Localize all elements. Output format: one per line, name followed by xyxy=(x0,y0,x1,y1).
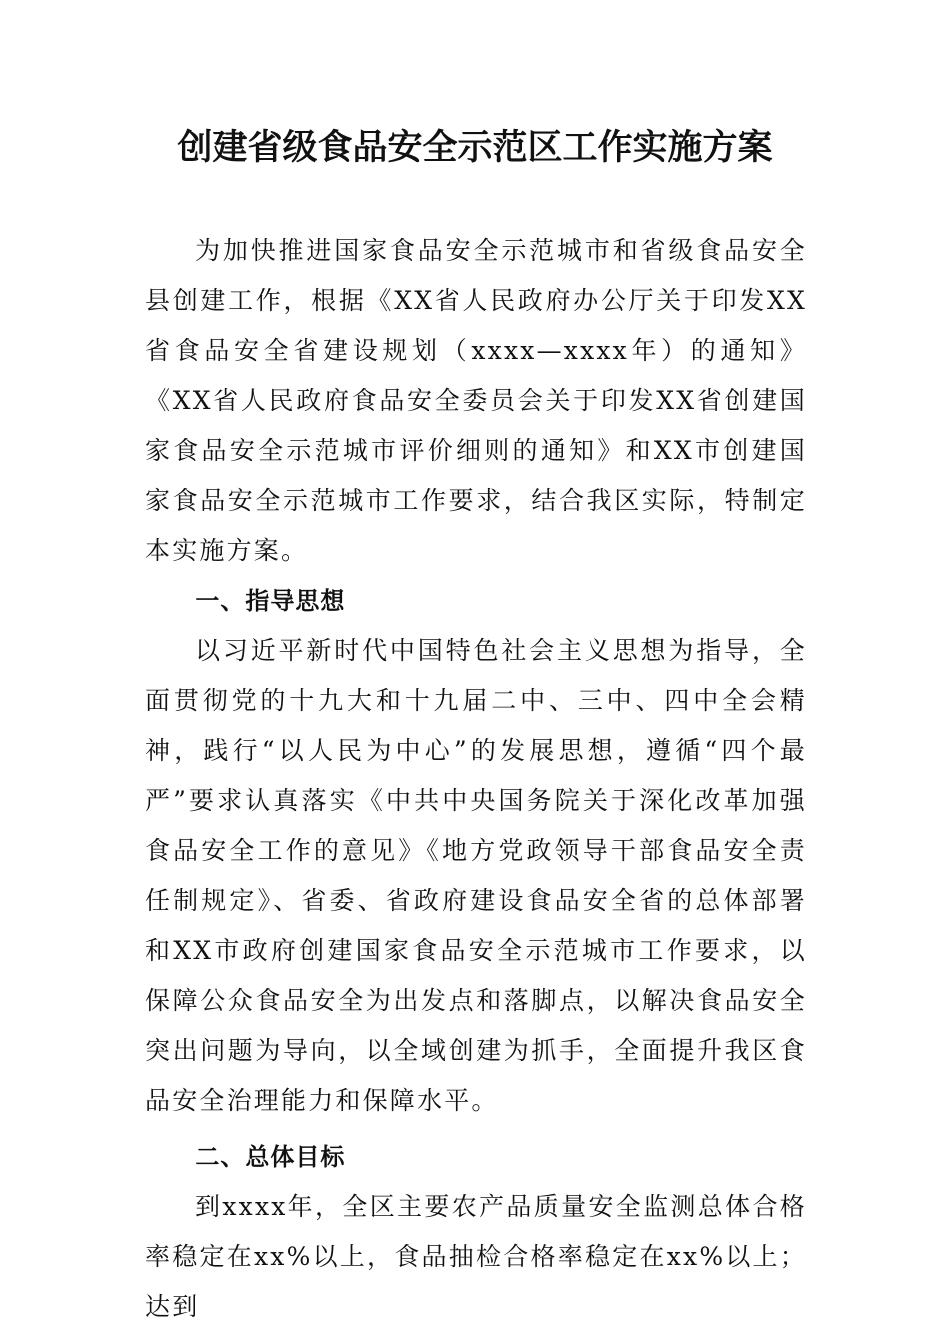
document-title: 创建省级食品安全示范区工作实施方案 xyxy=(177,127,773,168)
section-paragraph-overall-goals: 到xxxx年，全区主要农产品质量安全监测总体合格率稳定在xx%以上，食品抽检合格率稳定在xx%以上；达到 xyxy=(145,1192,807,1321)
document-body xyxy=(145,226,807,1332)
intro-paragraph: 为加快推进国家食品安全示范城市和省级食品安全县创建工作，根据《XX省人民政府办公厅关于印发XX省食品安全省建设规划（xxxx—xxxx年）的通知》《XX省人民政府食品安全委员会关于印发XX省创建国家食品安全示范城市评价细则的通知》和XX市创建国家食品安全示范城市工作要求，结合我区实际，特制定本实施方案。 xyxy=(145,236,807,565)
section-paragraph-guiding-ideology: 以习近平新时代中国特色社会主义思想为指导，全面贯彻党的十九大和十九届二中、三中、四中全会精神，践行“以人民为中心”的发展思想，遵循“四个最严”要求认真落实《中共中央国务院关于深化改革加强食品安全工作的意见》《地方党政领导干部食品安全责任制规定》、省委、省政府建设食品安全省的总体部署和XX市政府创建国家食品安全示范城市工作要求，以保障公众食品安全为出发点和落脚点，以解决食品安全突出问题为导向，以全域创建为抓手，全面提升我区食品安全治理能力和保障水平。 xyxy=(145,636,807,1115)
section-heading-overall-goals: 二、总体目标 xyxy=(195,1143,346,1171)
section-heading-guiding-ideology: 一、指导思想 xyxy=(195,587,346,615)
